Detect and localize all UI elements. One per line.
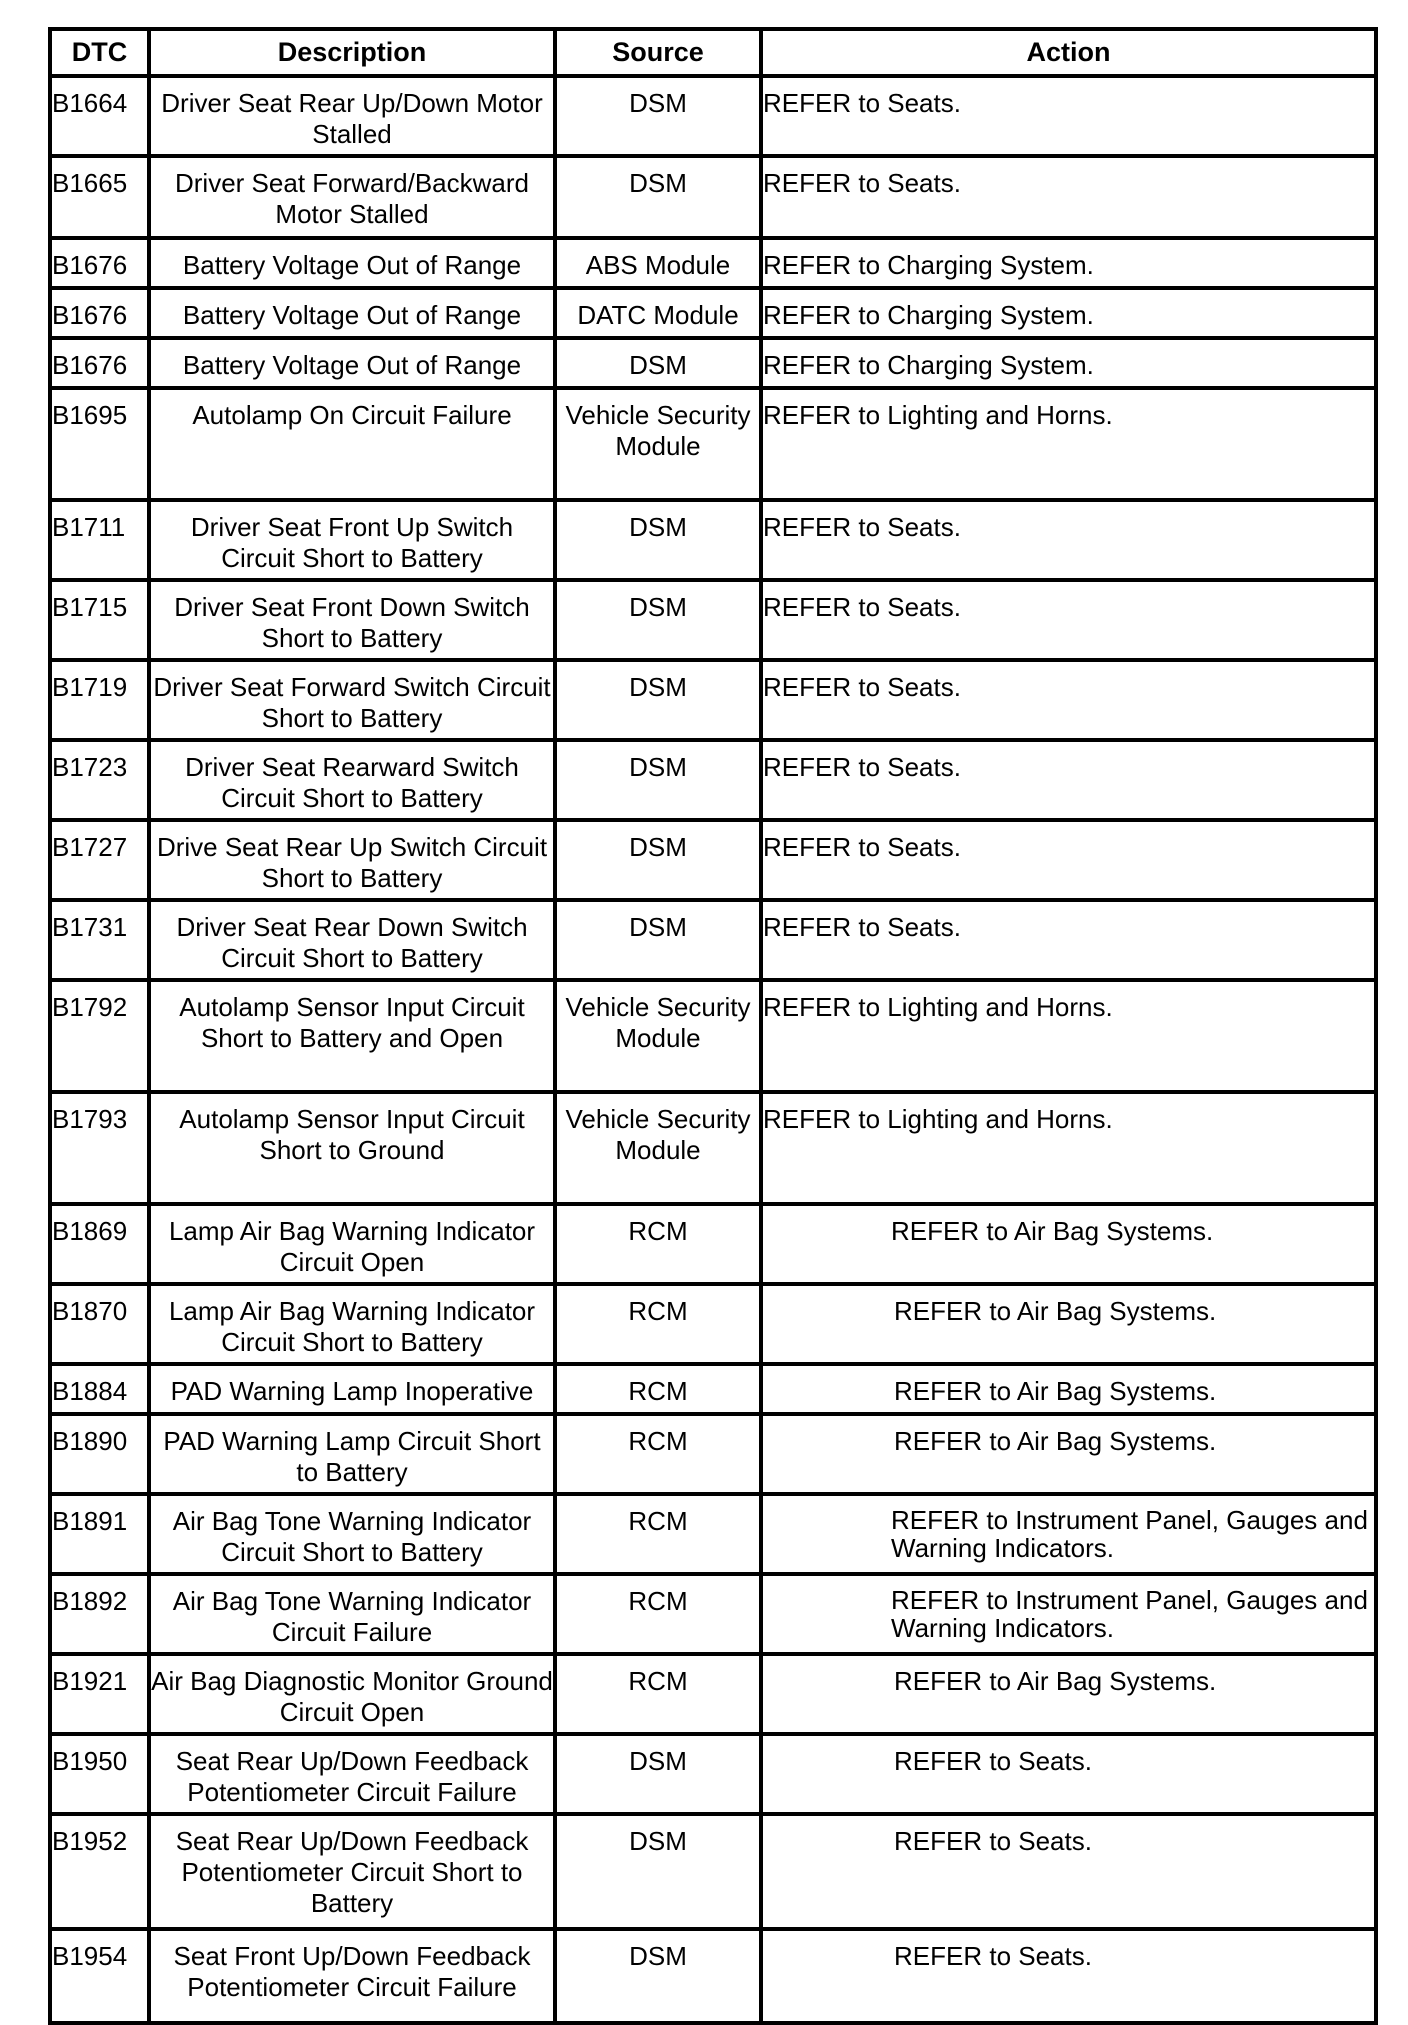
table-row bbox=[50, 1364, 1376, 1414]
description-cell: PAD Warning Lamp Circuit Short to Battery bbox=[149, 1414, 555, 1494]
dtc-code: B1884 bbox=[50, 1364, 149, 1414]
dtc-code: B1731 bbox=[50, 900, 149, 980]
table-row bbox=[50, 1414, 1376, 1494]
description-cell: Seat Front Up/Down Feedback Potentiometer Circuit Failure bbox=[149, 1929, 555, 2023]
dtc-code: B1695 bbox=[50, 388, 149, 500]
source-cell: RCM bbox=[555, 1574, 761, 1654]
table-row bbox=[50, 1574, 1376, 1654]
source-cell: DSM bbox=[555, 338, 761, 388]
action-cell: REFER to Air Bag Systems. bbox=[761, 1284, 1376, 1364]
header-dtc: DTC bbox=[50, 29, 149, 76]
table-row bbox=[50, 580, 1376, 660]
source-cell: ABS Module bbox=[555, 238, 761, 288]
dtc-code: B1676 bbox=[50, 338, 149, 388]
source-cell: RCM bbox=[555, 1414, 761, 1494]
header-source: Source bbox=[555, 29, 761, 76]
dtc-code: B1890 bbox=[50, 1414, 149, 1494]
table-row bbox=[50, 660, 1376, 740]
table-row bbox=[50, 1092, 1376, 1204]
table-row bbox=[50, 1494, 1376, 1574]
action-cell: REFER to Seats. bbox=[761, 76, 1376, 156]
table-row bbox=[50, 500, 1376, 580]
dtc-code: B1719 bbox=[50, 660, 149, 740]
action-cell: REFER to Air Bag Systems. bbox=[761, 1204, 1376, 1284]
action-cell: REFER to Lighting and Horns. bbox=[761, 388, 1376, 500]
action-cell: REFER to Air Bag Systems. bbox=[761, 1364, 1376, 1414]
dtc-code: B1892 bbox=[50, 1574, 149, 1654]
source-cell: DSM bbox=[555, 580, 761, 660]
description-cell: Drive Seat Rear Up Switch Circuit Short to Battery bbox=[149, 820, 555, 900]
dtc-code: B1715 bbox=[50, 580, 149, 660]
action-cell: REFER to Seats. bbox=[761, 820, 1376, 900]
dtc-code: B1891 bbox=[50, 1494, 149, 1574]
source-cell: DSM bbox=[555, 1734, 761, 1814]
table-row bbox=[50, 388, 1376, 500]
description-cell: Seat Rear Up/Down Feedback Potentiometer Circuit Short to Battery bbox=[149, 1814, 555, 1929]
action-cell: REFER to Charging System. bbox=[761, 238, 1376, 288]
table-row bbox=[50, 900, 1376, 980]
dtc-code: B1952 bbox=[50, 1814, 149, 1929]
header-action: Action bbox=[761, 29, 1376, 76]
table-row bbox=[50, 1734, 1376, 1814]
description-cell: Seat Rear Up/Down Feedback Potentiometer Circuit Failure bbox=[149, 1734, 555, 1814]
action-cell: REFER to Lighting and Horns. bbox=[761, 1092, 1376, 1204]
action-cell: REFER to Instrument Panel, Gauges and Warning Indicators. bbox=[761, 1574, 1376, 1654]
description-cell: Battery Voltage Out of Range bbox=[149, 338, 555, 388]
dtc-code: B1869 bbox=[50, 1204, 149, 1284]
action-cell: REFER to Seats. bbox=[761, 500, 1376, 580]
table-row bbox=[50, 1284, 1376, 1364]
dtc-code: B1727 bbox=[50, 820, 149, 900]
source-cell: Vehicle Security Module bbox=[555, 388, 761, 500]
table-row bbox=[50, 820, 1376, 900]
description-cell: Lamp Air Bag Warning Indicator Circuit Short to Battery bbox=[149, 1284, 555, 1364]
description-cell: Battery Voltage Out of Range bbox=[149, 238, 555, 288]
source-cell: DSM bbox=[555, 740, 761, 820]
dtc-code: B1793 bbox=[50, 1092, 149, 1204]
action-cell: REFER to Lighting and Horns. bbox=[761, 980, 1376, 1092]
source-cell: DSM bbox=[555, 820, 761, 900]
header-row bbox=[50, 29, 1376, 76]
action-cell: REFER to Seats. bbox=[761, 740, 1376, 820]
action-cell: REFER to Seats. bbox=[761, 1929, 1376, 2023]
action-cell: REFER to Seats. bbox=[761, 1734, 1376, 1814]
action-cell: REFER to Air Bag Systems. bbox=[761, 1654, 1376, 1734]
table-row bbox=[50, 288, 1376, 338]
dtc-code: B1950 bbox=[50, 1734, 149, 1814]
description-cell: Autolamp Sensor Input Circuit Short to Ground bbox=[149, 1092, 555, 1204]
source-cell: RCM bbox=[555, 1654, 761, 1734]
action-cell: REFER to Air Bag Systems. bbox=[761, 1414, 1376, 1494]
description-cell: Driver Seat Front Up Switch Circuit Short to Battery bbox=[149, 500, 555, 580]
description-cell: Driver Seat Forward/Backward Motor Stalled bbox=[149, 156, 555, 238]
action-cell: REFER to Seats. bbox=[761, 1814, 1376, 1929]
action-cell: REFER to Seats. bbox=[761, 900, 1376, 980]
dtc-table bbox=[48, 27, 1378, 2025]
table-row bbox=[50, 76, 1376, 156]
description-cell: Driver Seat Rearward Switch Circuit Short to Battery bbox=[149, 740, 555, 820]
dtc-code: B1665 bbox=[50, 156, 149, 238]
source-cell: DSM bbox=[555, 660, 761, 740]
table-row bbox=[50, 238, 1376, 288]
description-cell: Driver Seat Forward Switch Circuit Short to Battery bbox=[149, 660, 555, 740]
description-cell: Air Bag Tone Warning Indicator Circuit Failure bbox=[149, 1574, 555, 1654]
description-cell: Autolamp On Circuit Failure bbox=[149, 388, 555, 500]
table-row bbox=[50, 338, 1376, 388]
action-cell: REFER to Instrument Panel, Gauges and Warning Indicators. bbox=[761, 1494, 1376, 1574]
action-cell: REFER to Seats. bbox=[761, 660, 1376, 740]
source-cell: DSM bbox=[555, 500, 761, 580]
source-cell: DATC Module bbox=[555, 288, 761, 338]
action-cell: REFER to Seats. bbox=[761, 156, 1376, 238]
description-cell: Driver Seat Rear Up/Down Motor Stalled bbox=[149, 76, 555, 156]
dtc-code: B1711 bbox=[50, 500, 149, 580]
description-cell: Lamp Air Bag Warning Indicator Circuit Open bbox=[149, 1204, 555, 1284]
dtc-code: B1792 bbox=[50, 980, 149, 1092]
dtc-code: B1676 bbox=[50, 288, 149, 338]
description-cell: PAD Warning Lamp Inoperative bbox=[149, 1364, 555, 1414]
source-cell: Vehicle Security Module bbox=[555, 1092, 761, 1204]
description-cell: Driver Seat Front Down Switch Short to Battery bbox=[149, 580, 555, 660]
description-cell: Air Bag Diagnostic Monitor Ground Circuit Open bbox=[149, 1654, 555, 1734]
header-description: Description bbox=[149, 29, 555, 76]
action-cell: REFER to Seats. bbox=[761, 580, 1376, 660]
table-row bbox=[50, 740, 1376, 820]
table-row bbox=[50, 1204, 1376, 1284]
table-row bbox=[50, 156, 1376, 238]
description-cell: Battery Voltage Out of Range bbox=[149, 288, 555, 338]
source-cell: Vehicle Security Module bbox=[555, 980, 761, 1092]
source-cell: RCM bbox=[555, 1364, 761, 1414]
description-cell: Driver Seat Rear Down Switch Circuit Short to Battery bbox=[149, 900, 555, 980]
source-cell: DSM bbox=[555, 900, 761, 980]
source-cell: RCM bbox=[555, 1494, 761, 1574]
description-cell: Autolamp Sensor Input Circuit Short to Battery and Open bbox=[149, 980, 555, 1092]
source-cell: DSM bbox=[555, 156, 761, 238]
dtc-code: B1870 bbox=[50, 1284, 149, 1364]
table-row bbox=[50, 1814, 1376, 1929]
table-row bbox=[50, 1929, 1376, 2023]
dtc-code: B1921 bbox=[50, 1654, 149, 1734]
source-cell: DSM bbox=[555, 1814, 761, 1929]
action-cell: REFER to Charging System. bbox=[761, 338, 1376, 388]
description-cell: Air Bag Tone Warning Indicator Circuit Short to Battery bbox=[149, 1494, 555, 1574]
source-cell: RCM bbox=[555, 1204, 761, 1284]
source-cell: DSM bbox=[555, 76, 761, 156]
dtc-code: B1676 bbox=[50, 238, 149, 288]
dtc-code: B1954 bbox=[50, 1929, 149, 2023]
table-row bbox=[50, 980, 1376, 1092]
source-cell: DSM bbox=[555, 1929, 761, 2023]
action-cell: REFER to Charging System. bbox=[761, 288, 1376, 338]
table-row bbox=[50, 1654, 1376, 1734]
source-cell: RCM bbox=[555, 1284, 761, 1364]
dtc-code: B1723 bbox=[50, 740, 149, 820]
dtc-code: B1664 bbox=[50, 76, 149, 156]
